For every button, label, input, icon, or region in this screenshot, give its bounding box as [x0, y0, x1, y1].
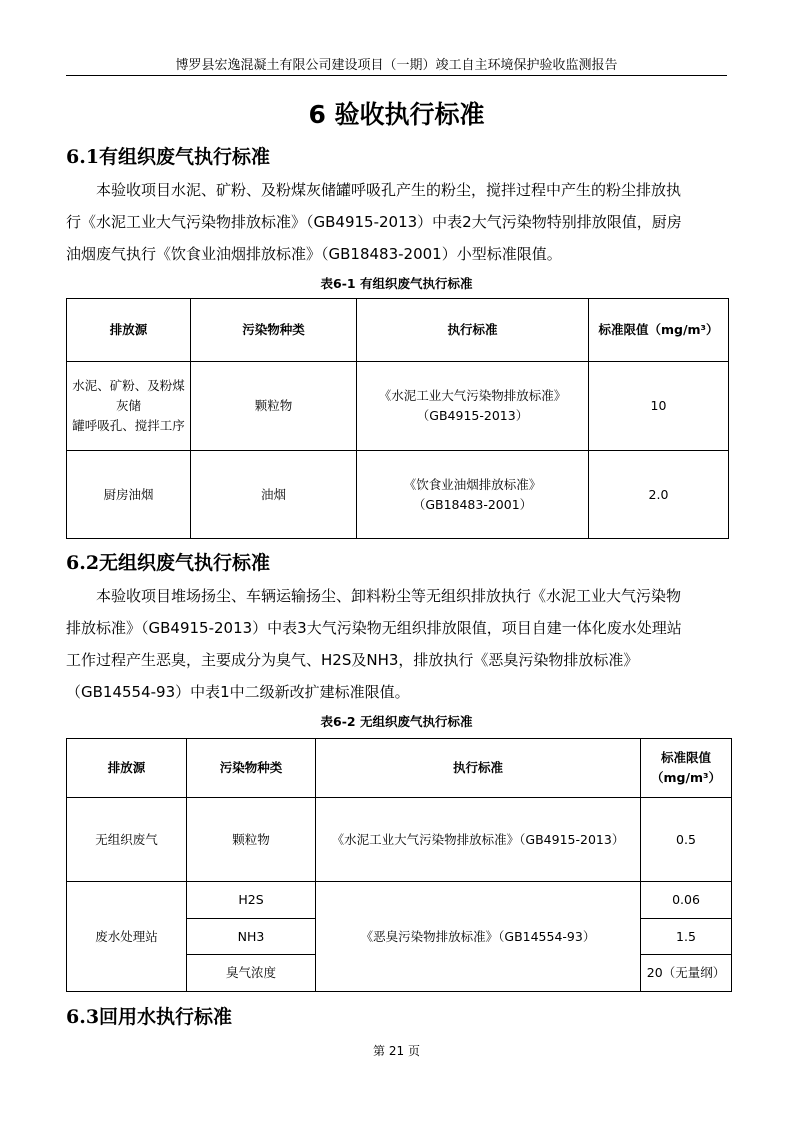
limit-cell: 0.06	[641, 882, 732, 919]
cell-line: （GB4915-2013）	[416, 408, 529, 423]
cell-line: （GB18483-2001）	[412, 496, 533, 512]
page-number: 第 21 页	[373, 1044, 420, 1058]
chapter-title: 6 验收执行标准	[308, 100, 485, 129]
paragraph-line: （GB14554-93）中表1中二级新改扩建标准限值。	[66, 683, 410, 701]
table-6-2-caption: 表6-2 无组织废气执行标准	[320, 714, 473, 729]
source-cell	[67, 451, 191, 539]
pollutant-cell: H2S	[187, 882, 316, 919]
standard-cell	[357, 362, 589, 451]
standard-cell	[357, 451, 589, 539]
header-cell: 排放源	[67, 299, 191, 362]
cell-line: 罐呼吸孔、搅拌工序	[72, 418, 185, 433]
paragraph-line: 行《水泥工业大气污染物排放标准》（GB4915-2013）中表2大气污染物特别排放限值，厨房	[66, 213, 682, 231]
table-row	[67, 362, 729, 451]
limit-cell: 0.5	[641, 798, 732, 882]
section-6-2-title: 6.2无组织废气执行标准	[66, 552, 271, 574]
source-cell	[67, 362, 191, 451]
source-cell: 无组织废气	[67, 798, 187, 882]
header-cell: 标准限值（mg/m³）	[589, 299, 729, 362]
table-row	[67, 798, 732, 882]
table-header-row	[67, 739, 732, 798]
header-cell: 执行标准	[316, 739, 641, 798]
standard-cell: 《水泥工业大气污染物排放标准》（GB4915-2013）	[316, 798, 641, 882]
paragraph-line: 本验收项目水泥、矿粉、及粉煤灰储罐呼吸孔产生的粉尘，搅拌过程中产生的粉尘排放执	[96, 181, 682, 199]
header-cell: 排放源	[67, 739, 187, 798]
paragraph-line: 工作过程产生恶臭，主要成分为臭气、H2S及NH3，排放执行《恶臭污染物排放标准》	[66, 651, 639, 669]
section-6-3-title: 6.3回用水执行标准	[66, 1006, 233, 1028]
table-6-1-caption: 表6-1 有组织废气执行标准	[320, 276, 473, 291]
pollutant-cell: 臭气浓度	[187, 955, 316, 992]
table-6-2	[66, 738, 732, 992]
section-6-2-paragraph	[66, 580, 727, 708]
cell-line: （mg/m³）	[650, 770, 722, 785]
header-cell: 执行标准	[357, 299, 589, 362]
table-row	[67, 882, 732, 919]
table-header-row	[67, 299, 729, 362]
cell-line: 厨房油烟	[103, 486, 154, 502]
source-cell: 废水处理站	[67, 882, 187, 992]
limit-cell: 1.5	[641, 919, 732, 955]
paragraph-line: 本验收项目堆场扬尘、车辆运输扬尘、卸料粉尘等无组织排放执行《水泥工业大气污染物	[96, 587, 682, 605]
pollutant-cell: 油烟	[191, 451, 357, 539]
standard-cell: 《恶臭污染物排放标准》（GB14554-93）	[316, 882, 641, 992]
limit-cell: 20（无量纲）	[641, 955, 732, 992]
table-row	[67, 451, 729, 539]
header-cell: 污染物种类	[187, 739, 316, 798]
header-cell	[641, 739, 732, 798]
pollutant-cell: 颗粒物	[191, 362, 357, 451]
paragraph-line: 油烟废气执行《饮食业油烟排放标准》（GB18483-2001）小型标准限值。	[66, 245, 562, 263]
header-rule	[66, 75, 727, 76]
section-6-1-paragraph	[66, 174, 727, 270]
table-6-1	[66, 298, 729, 539]
cell-line: 《饮食业油烟排放标准》	[403, 476, 542, 492]
cell-line: 标准限值	[660, 750, 711, 765]
pollutant-cell: 颗粒物	[187, 798, 316, 882]
limit-cell: 2.0	[589, 451, 729, 539]
pollutant-cell: NH3	[187, 919, 316, 955]
paragraph-line: 排放标准》（GB4915-2013）中表3大气污染物无组织排放限值，项目自建一体化废水处理站	[66, 619, 682, 637]
cell-line: 水泥、矿粉、及粉煤灰储	[72, 378, 185, 413]
cell-line: 《水泥工业大气污染物排放标准》	[378, 388, 567, 403]
page-header: 博罗县宏逸混凝土有限公司建设项目（一期）竣工自主环境保护验收监测报告	[175, 58, 618, 73]
header-cell: 污染物种类	[191, 299, 357, 362]
limit-cell: 10	[589, 362, 729, 451]
section-6-1-title: 6.1有组织废气执行标准	[66, 146, 271, 168]
